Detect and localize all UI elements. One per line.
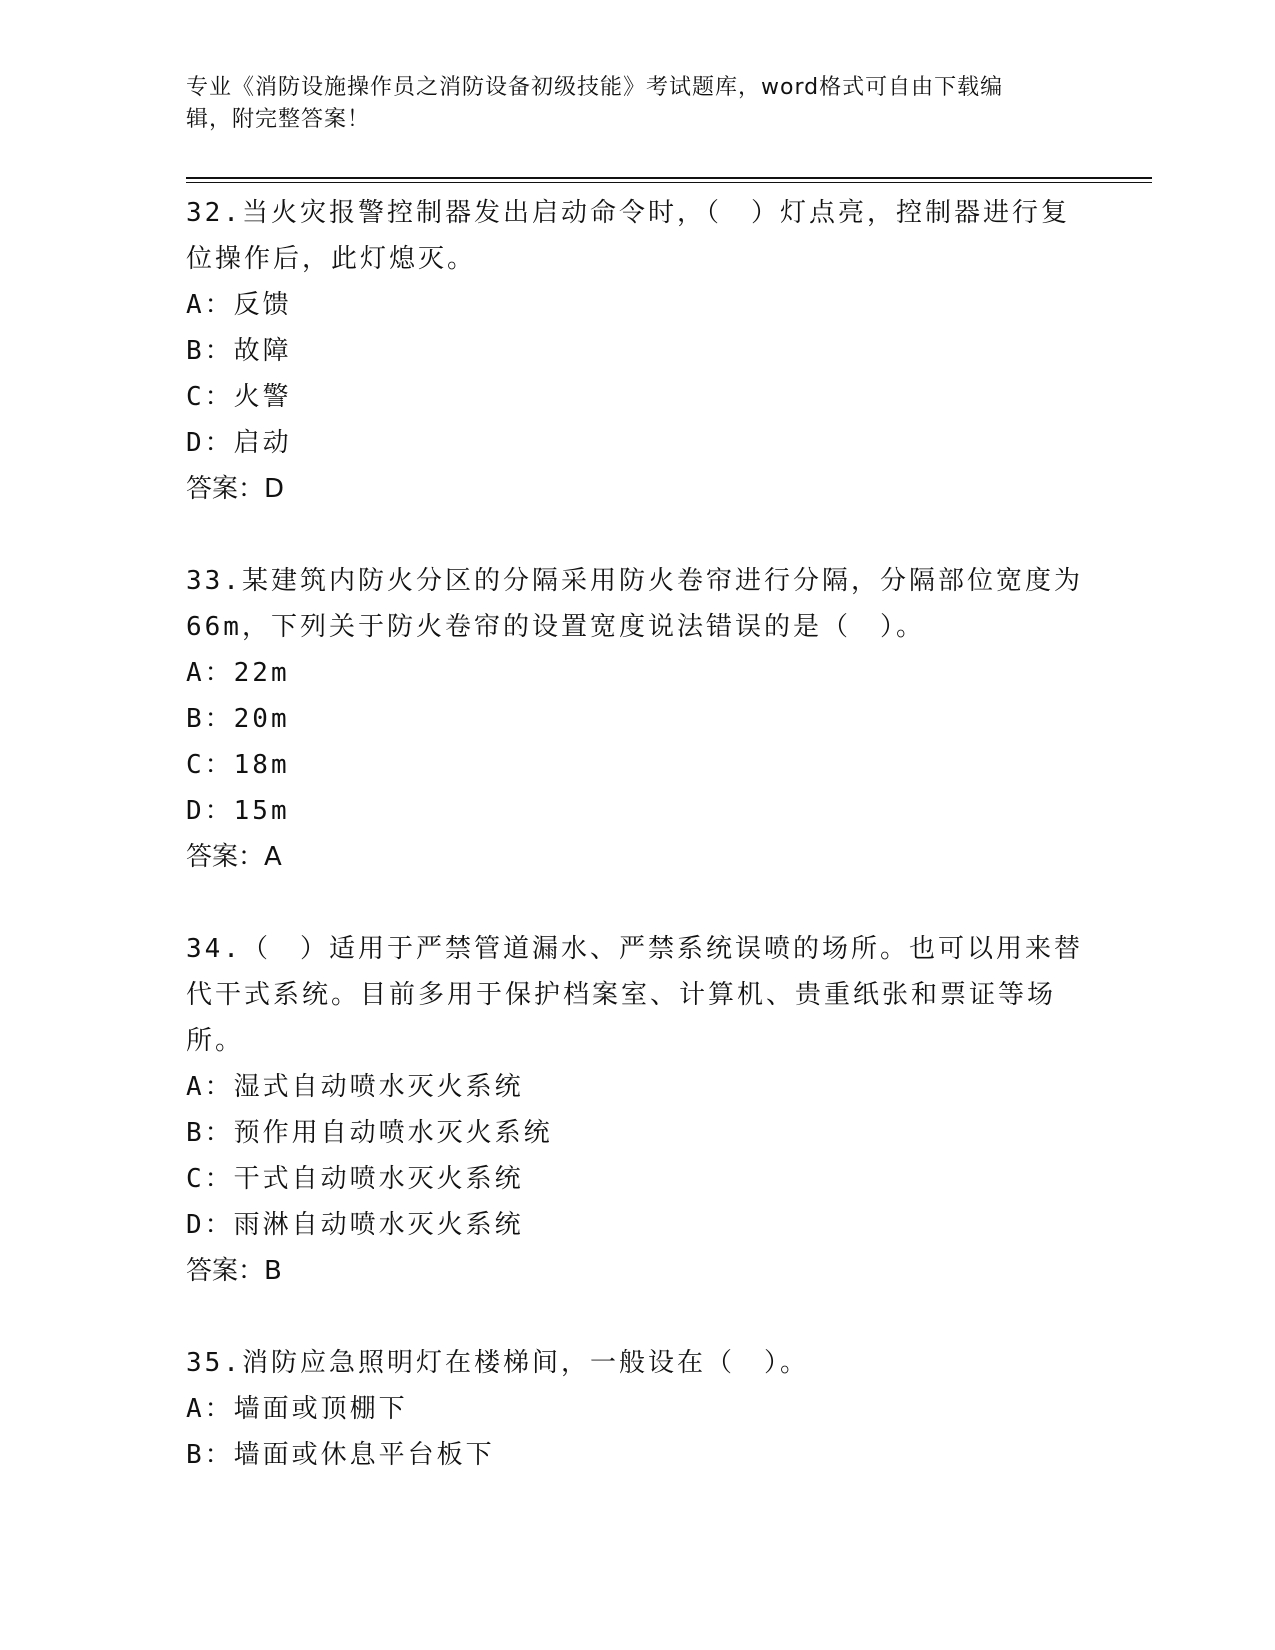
- header-divider-thick: [186, 177, 1152, 179]
- option-d: D：15m: [186, 796, 290, 826]
- option-c: C：18m: [186, 750, 290, 780]
- option-d: D：启动: [186, 428, 292, 458]
- question-34: [186, 926, 1086, 1294]
- question-32: [186, 190, 1086, 512]
- option-b: B：20m: [186, 704, 290, 734]
- question-text-line: 32.当火灾报警控制器发出启动命令时，（ ）灯点亮，控制器进行复: [186, 198, 1070, 228]
- option-a: A：反馈: [186, 290, 292, 320]
- question-text-line: 位操作后，此灯熄灭。: [186, 244, 477, 274]
- question-text-line: 33.某建筑内防火分区的分隔采用防火卷帘进行分隔，分隔部位宽度为: [186, 566, 1083, 596]
- question-text-line: 34.（ ）适用于严禁管道漏水、严禁系统误喷的场所。也可以用来替: [186, 934, 1083, 964]
- option-b: B：预作用自动喷水灭火系统: [186, 1118, 553, 1148]
- header-line-2: 辑，附完整答案！: [186, 107, 371, 132]
- option-b: B：故障: [186, 336, 292, 366]
- answer-line: 答案：D: [186, 474, 285, 504]
- question-35: [186, 1340, 1086, 1478]
- option-a: A：22m: [186, 658, 290, 688]
- option-a: A：墙面或顶棚下: [186, 1394, 408, 1424]
- answer-line: 答案：B: [186, 1256, 282, 1286]
- question-33: [186, 558, 1086, 880]
- option-a: A：湿式自动喷水灭火系统: [186, 1072, 524, 1102]
- question-text-line: 所。: [186, 1026, 245, 1056]
- option-b: B：墙面或休息平台板下: [186, 1440, 495, 1470]
- question-text-line: 代干式系统。目前多用于保护档案室、计算机、贵重纸张和票证等场: [186, 980, 1057, 1010]
- question-text-line: 35.消防应急照明灯在楼梯间，一般设在（ ）。: [186, 1348, 809, 1378]
- document-header: [186, 72, 1066, 136]
- question-text-line: 66m，下列关于防火卷帘的设置宽度说法错误的是（ ）。: [186, 612, 925, 642]
- option-c: C：火警: [186, 382, 292, 412]
- header-divider-thin: [186, 182, 1152, 183]
- header-line-1: 专业《消防设施操作员之消防设备初级技能》考试题库，word格式可自由下载编: [186, 75, 1004, 100]
- question-list: [186, 190, 1086, 1524]
- option-d: D：雨淋自动喷水灭火系统: [186, 1210, 524, 1240]
- answer-line: 答案：A: [186, 842, 282, 872]
- option-c: C：干式自动喷水灭火系统: [186, 1164, 524, 1194]
